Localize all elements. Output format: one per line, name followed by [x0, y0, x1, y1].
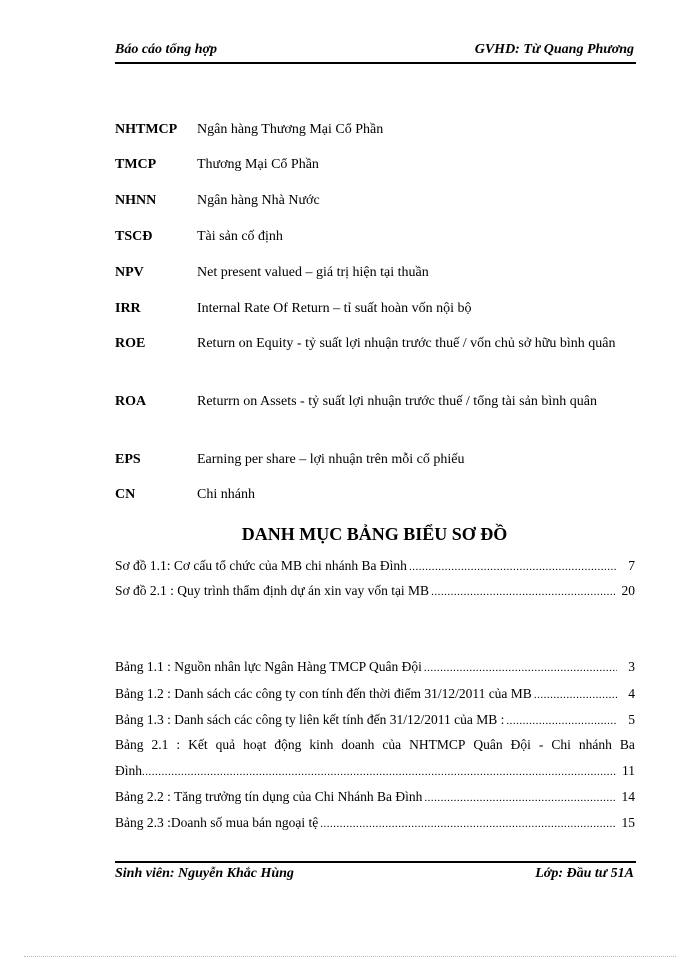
abbr-row: [115, 119, 635, 141]
abbr-row: [115, 298, 635, 320]
toc-entry[interactable]: [115, 683, 635, 706]
toc-entry-text: Bảng 1.2 : Danh sách các công ty con tính đến thời điểm 31/12/2011 của MB: [115, 686, 532, 701]
toc-leader-dots: [409, 556, 617, 578]
toc-page-number: 3: [628, 659, 635, 674]
abbr-row: [115, 226, 635, 248]
toc-word: Quân: [473, 737, 503, 752]
page-header: [115, 40, 634, 62]
abbr-meaning: Returrn on Assets - tỷ suất lợi nhuận trước thuế / tổng tài sản bình quân: [197, 394, 597, 409]
toc-word: NHTMCP: [409, 737, 466, 752]
toc-word: hoạt: [243, 737, 267, 752]
abbr-meaning: Internal Rate Of Return – tỉ suất hoàn vốn nội bộ: [197, 301, 472, 316]
toc-word: quả: [215, 737, 236, 752]
toc-entry[interactable]: [115, 812, 635, 835]
abbr-meaning: Ngân hàng Nhà Nước: [197, 193, 320, 208]
toc-leader-dots: [534, 684, 617, 706]
abbr-term: IRR: [115, 301, 141, 316]
page-footer: [115, 866, 634, 886]
toc-word: động: [274, 737, 302, 752]
toc-entry[interactable]: [115, 580, 635, 603]
toc-entry[interactable]: [115, 555, 635, 578]
abbr-term: NHTMCP: [115, 122, 178, 137]
abbr-meaning: Ngân hàng Thương Mại Cổ Phần: [197, 122, 384, 137]
abbr-row: [115, 484, 635, 506]
toc-word: doanh: [341, 737, 375, 752]
abbr-meaning: Earning per share – lợi nhuận trên mỗi cổ phiếu: [197, 452, 465, 467]
footer-left: Sinh viên: Nguyễn Khắc Hùng: [115, 866, 294, 881]
toc-page-number: 15: [621, 815, 635, 830]
abbr-term: ROE: [115, 336, 146, 351]
header-rule: [115, 62, 636, 64]
toc-entry-multiline[interactable]: [115, 732, 635, 785]
toc-page-number: 7: [628, 558, 635, 573]
toc-entry-text: Bảng 2.2 : Tăng trưởng tín dụng của Chi Nhánh Ba Đình: [115, 789, 423, 804]
toc-entry-text-line1: [115, 732, 635, 758]
toc-leader-dots: [424, 787, 615, 809]
abbr-meaning: Net present valued – giá trị hiện tại thuần: [197, 265, 429, 280]
abbr-term: ROA: [115, 394, 147, 409]
abbr-term: NHNN: [115, 193, 157, 208]
toc-entry[interactable]: [115, 786, 635, 809]
toc-word: của: [382, 737, 402, 752]
abbr-row: [115, 190, 635, 212]
page-bottom-border: [24, 956, 676, 957]
abbr-row: [115, 391, 635, 413]
toc-word: Kết: [188, 737, 208, 752]
toc-word: Bảng: [115, 737, 144, 752]
toc-entry-text-continued: Đình: [115, 763, 142, 778]
toc-entry[interactable]: [115, 709, 635, 732]
toc-leader-dots: [424, 657, 617, 679]
toc-word: 2.1: [151, 737, 169, 752]
toc-word: kinh: [309, 737, 334, 752]
abbr-meaning: Thương Mại Cổ Phần: [197, 157, 319, 172]
toc-entry-text-line2: [115, 758, 635, 785]
abbr-meaning: Chi nhánh: [197, 487, 255, 502]
toc-word: Chi: [551, 737, 571, 752]
abbr-row: [115, 154, 635, 176]
toc-word: Đội: [510, 737, 531, 752]
toc-entry-text: Sơ đồ 2.1 : Quy trình thẩm định dự án xin vay vốn tại MB: [115, 583, 430, 598]
toc-page-number: 11: [622, 763, 635, 778]
toc-page-number: 5: [628, 712, 635, 727]
abbr-row: [115, 262, 635, 284]
toc-leader-dots: [431, 581, 615, 603]
abbr-term: TSCĐ: [115, 229, 153, 244]
header-left: Báo cáo tổng hợp: [115, 42, 218, 57]
abbr-row: [115, 449, 635, 471]
abbr-meaning: Tài sản cố định: [197, 229, 283, 244]
toc-page-number: 14: [621, 789, 635, 804]
abbr-term: TMCP: [115, 157, 157, 172]
footer-rule: [115, 861, 636, 863]
toc-word: :: [176, 737, 181, 752]
toc-word: nhánh: [578, 737, 612, 752]
toc-page-number: 4: [628, 686, 635, 701]
toc-word: -: [538, 737, 544, 752]
toc-leader-dots: [506, 710, 617, 732]
abbr-meaning: Return on Equity - tỷ suất lợi nhuận trước thuế / vốn chủ sở hữu bình quân: [197, 336, 616, 351]
footer-right: Lớp: Đầu tư 51A: [535, 866, 634, 881]
toc-word: Ba: [619, 737, 635, 752]
abbr-row: [115, 333, 635, 355]
toc-leader-dots: [142, 759, 616, 785]
toc-entry-text: Bảng 1.1 : Nguồn nhân lực Ngân Hàng TMCP Quân Đội: [115, 659, 422, 674]
section-title: DANH MỤC BẢNG BIỂU SƠ ĐỒ: [241, 524, 508, 544]
toc-entry-text: Bảng 1.3 : Danh sách các công ty liên kết tính đến 31/12/2011 của MB :: [115, 712, 505, 727]
abbr-term: NPV: [115, 265, 144, 280]
toc-entry[interactable]: [115, 656, 635, 679]
toc-page-number: 20: [621, 583, 635, 598]
toc-entry-text: Sơ đồ 1.1: Cơ cấu tổ chức của MB chi nhánh Ba Đình: [115, 558, 407, 573]
toc-leader-dots: [320, 813, 615, 835]
abbr-term: CN: [115, 487, 136, 502]
abbr-term: EPS: [115, 452, 141, 467]
toc-entry-text: Bảng 2.3 :Doanh số mua bán ngoại tệ: [115, 815, 319, 830]
header-right: GVHD: Từ Quang Phương: [474, 42, 634, 57]
